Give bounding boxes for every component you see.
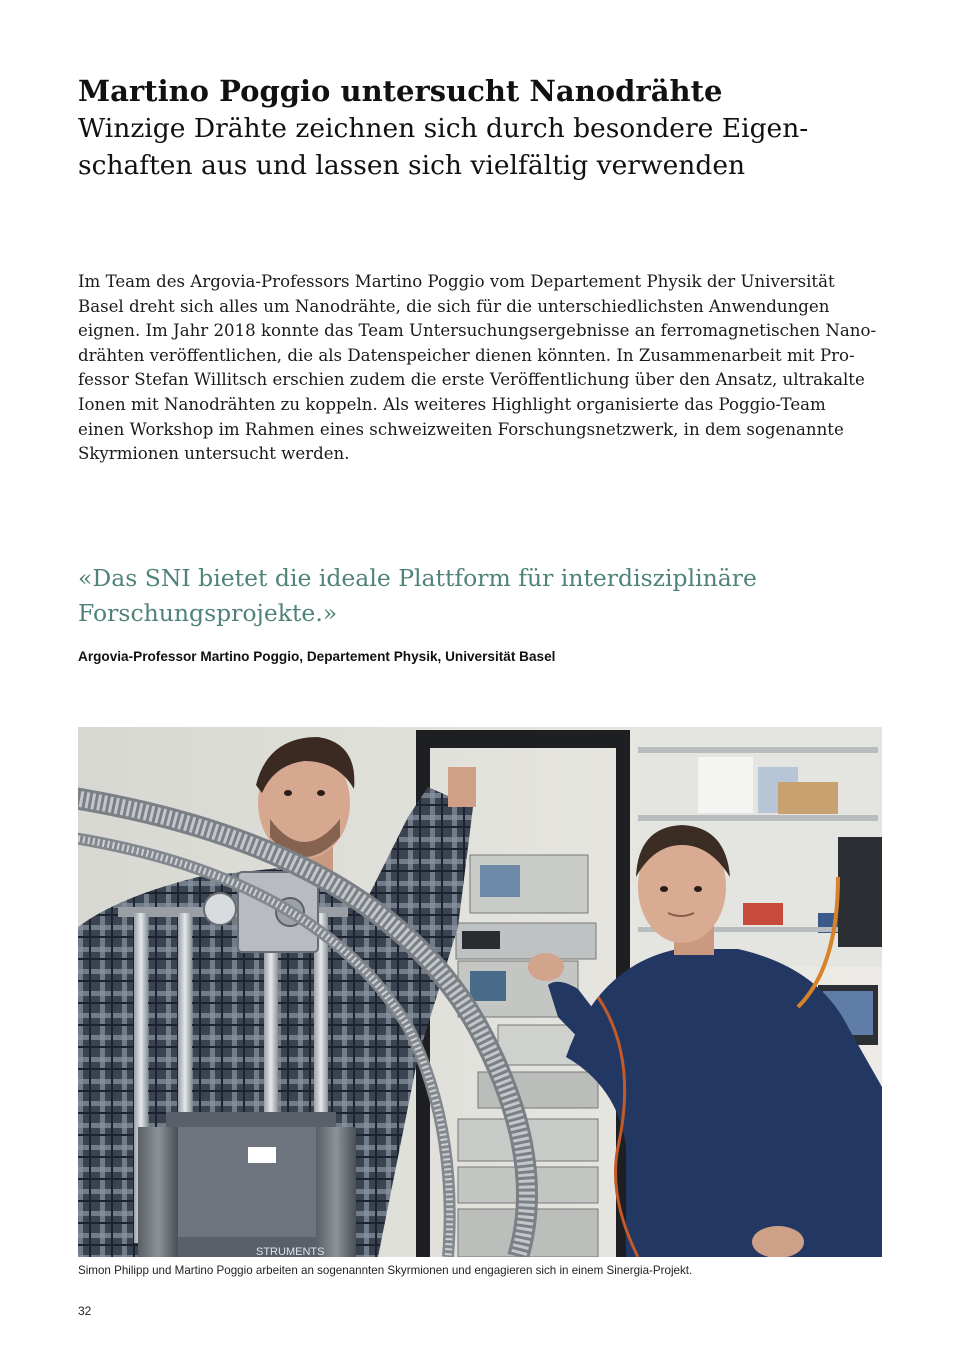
article-title: Martino Poggio untersucht Nanodrähte [78, 74, 723, 108]
subtitle-line: schaften aus und lassen sich vielfältig verwenden [78, 150, 746, 181]
quote-attribution: Argovia-Professor Martino Poggio, Departement Physik, Universität Basel [78, 649, 556, 664]
body-line: fessor Stefan Willitsch erschien zudem die erste Veröffentlichung über den Ansatz, ultrakalte [78, 370, 865, 390]
body-line: Ionen mit Nanodrähten zu koppeln. Als weiteres Highlight organisierte das Poggio-Team [78, 394, 826, 414]
body-line: Skyrmionen untersucht werden. [78, 444, 350, 464]
apparatus-label: STRUMENTS [256, 1246, 325, 1257]
body-line: einen Workshop im Rahmen eines schweizweiten Forschungsnetzwerk, in dem sogenannte [78, 419, 844, 439]
body-line: eignen. Im Jahr 2018 konnte das Team Untersuchungsergebnisse an ferromagnetischen Nano- [78, 321, 877, 341]
lab-photo [78, 727, 882, 1257]
pull-quote [78, 561, 898, 631]
quote-line: «Das SNI bietet die ideale Plattform für interdisziplinäre [78, 564, 757, 592]
body-line: drähten veröffentlichen, die als Datenspeicher dienen könnten. In Zusammenarbeit mit Pro- [78, 345, 855, 365]
subtitle-line: Winzige Drähte zeichnen sich durch besondere Eigen- [78, 113, 809, 144]
page-number: 32 [78, 1304, 92, 1318]
photo-caption: Simon Philipp und Martino Poggio arbeiten an sogenannten Skyrmionen und engagieren sich in einem Sinergia-Projekt. [78, 1264, 693, 1277]
quote-line: Forschungsprojekte.» [78, 599, 338, 627]
body-line: Im Team des Argovia-Professors Martino Poggio vom Departement Physik der Universität [78, 272, 835, 291]
article-subtitle [78, 110, 898, 184]
article-body [78, 270, 898, 467]
body-line: Basel dreht sich alles um Nanodrähte, die sich für die unterschiedlichsten Anwendungen [78, 296, 830, 316]
